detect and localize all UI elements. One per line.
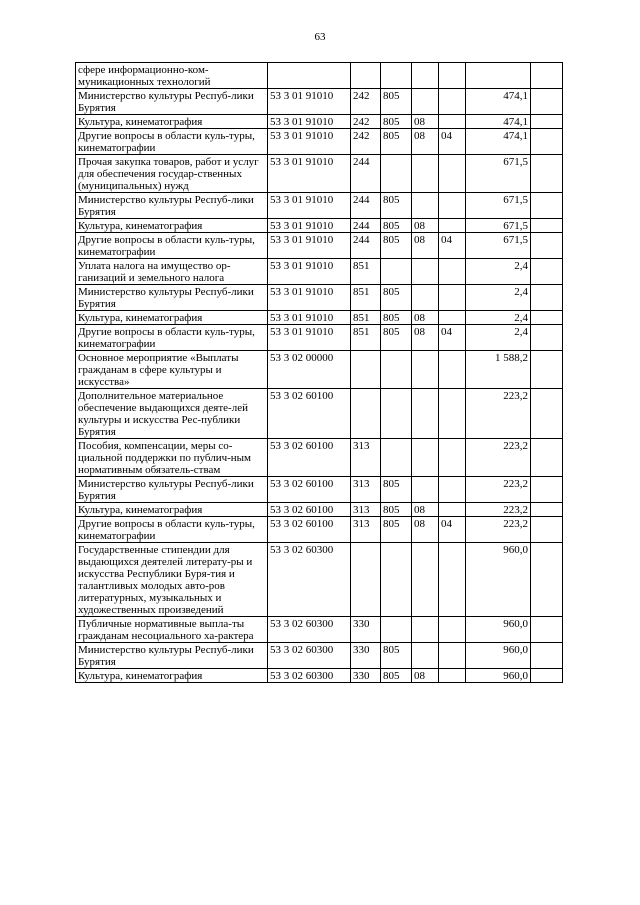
cell-subsection xyxy=(439,285,466,311)
cell-amount: 223,2 xyxy=(466,389,531,439)
cell-expense-type xyxy=(351,543,381,617)
cell-administrator-code: 805 xyxy=(381,517,412,543)
cell-amount: 671,5 xyxy=(466,193,531,219)
cell-administrator-code: 805 xyxy=(381,219,412,233)
cell-subsection: 04 xyxy=(439,129,466,155)
table-row xyxy=(76,439,563,477)
cell-section: 08 xyxy=(412,517,439,543)
cell-section xyxy=(412,543,439,617)
cell-target-article: 53 3 01 91010 xyxy=(268,285,351,311)
cell-section xyxy=(412,351,439,389)
cell-subsection xyxy=(439,193,466,219)
table-row xyxy=(76,233,563,259)
cell-name: Министерство культуры Респуб-лики Бурятия xyxy=(76,89,268,115)
cell-target-article: 53 3 01 91010 xyxy=(268,193,351,219)
cell-name: Уплата налога на имущество ор-ганизаций и земельного налога xyxy=(76,259,268,285)
cell-target-article: 53 3 02 00000 xyxy=(268,351,351,389)
cell-target-article: 53 3 01 91010 xyxy=(268,311,351,325)
cell-administrator-code: 805 xyxy=(381,115,412,129)
cell-name: Другие вопросы в области куль-туры, кинематографии xyxy=(76,233,268,259)
cell-section: 08 xyxy=(412,311,439,325)
cell-administrator-code xyxy=(381,543,412,617)
cell-administrator-code: 805 xyxy=(381,643,412,669)
cell-administrator-code: 805 xyxy=(381,477,412,503)
cell-extra xyxy=(531,115,563,129)
cell-name: Публичные нормативные выпла-ты гражданам несоциального ха-рактера xyxy=(76,617,268,643)
cell-target-article: 53 3 01 91010 xyxy=(268,155,351,193)
cell-name: Другие вопросы в области куль-туры, кинематографии xyxy=(76,325,268,351)
cell-target-article: 53 3 01 91010 xyxy=(268,233,351,259)
cell-expense-type: 851 xyxy=(351,285,381,311)
table-row xyxy=(76,285,563,311)
table-row xyxy=(76,219,563,233)
cell-name: Министерство культуры Респуб-лики Бурятия xyxy=(76,193,268,219)
cell-name: Культура, кинематография xyxy=(76,115,268,129)
table-row xyxy=(76,115,563,129)
cell-subsection xyxy=(439,219,466,233)
cell-name: Культура, кинематография xyxy=(76,219,268,233)
cell-administrator-code: 805 xyxy=(381,503,412,517)
cell-expense-type: 313 xyxy=(351,503,381,517)
table-row xyxy=(76,643,563,669)
table-row xyxy=(76,63,563,89)
table-row xyxy=(76,325,563,351)
cell-section: 08 xyxy=(412,325,439,351)
cell-subsection xyxy=(439,259,466,285)
cell-name: Министерство культуры Респуб-лики Бурятия xyxy=(76,643,268,669)
cell-expense-type: 851 xyxy=(351,259,381,285)
cell-target-article: 53 3 02 60300 xyxy=(268,617,351,643)
cell-extra xyxy=(531,643,563,669)
cell-subsection xyxy=(439,503,466,517)
cell-extra xyxy=(531,155,563,193)
cell-administrator-code: 805 xyxy=(381,325,412,351)
cell-subsection xyxy=(439,389,466,439)
table-row xyxy=(76,351,563,389)
cell-name: Министерство культуры Респуб-лики Бурятия xyxy=(76,477,268,503)
cell-extra xyxy=(531,285,563,311)
cell-extra xyxy=(531,129,563,155)
cell-name: Государственные стипендии для выдающихся деятелей литерату-ры и искусства Республики Буря-тия и талантливых молодых авто-ров литературных, музыкальных и художественных произведений xyxy=(76,543,268,617)
cell-extra xyxy=(531,503,563,517)
cell-section: 08 xyxy=(412,233,439,259)
cell-administrator-code xyxy=(381,351,412,389)
cell-subsection: 04 xyxy=(439,233,466,259)
cell-amount: 671,5 xyxy=(466,233,531,259)
cell-subsection xyxy=(439,439,466,477)
cell-section xyxy=(412,389,439,439)
cell-target-article: 53 3 02 60100 xyxy=(268,389,351,439)
cell-target-article: 53 3 02 60100 xyxy=(268,517,351,543)
cell-target-article: 53 3 01 91010 xyxy=(268,115,351,129)
budget-table xyxy=(75,62,563,683)
cell-section xyxy=(412,617,439,643)
cell-expense-type: 242 xyxy=(351,89,381,115)
cell-amount: 2,4 xyxy=(466,259,531,285)
cell-name: Другие вопросы в области куль-туры, кинематографии xyxy=(76,517,268,543)
cell-section xyxy=(412,89,439,115)
table-row xyxy=(76,311,563,325)
cell-name: Министерство культуры Респуб-лики Бурятия xyxy=(76,285,268,311)
cell-administrator-code: 805 xyxy=(381,89,412,115)
cell-administrator-code: 805 xyxy=(381,285,412,311)
cell-amount: 223,2 xyxy=(466,517,531,543)
cell-section xyxy=(412,477,439,503)
cell-expense-type: 244 xyxy=(351,219,381,233)
cell-expense-type: 242 xyxy=(351,115,381,129)
cell-name: Культура, кинематография xyxy=(76,503,268,517)
cell-target-article: 53 3 01 91010 xyxy=(268,325,351,351)
cell-name: Основное мероприятие «Выплаты гражданам в сфере культуры и искусства» xyxy=(76,351,268,389)
cell-name: Дополнительное материальное обеспечение выдающихся деяте-лей культуры и искусства Рес-публики Бурятия xyxy=(76,389,268,439)
cell-extra xyxy=(531,439,563,477)
cell-administrator-code xyxy=(381,63,412,89)
cell-subsection xyxy=(439,155,466,193)
cell-extra xyxy=(531,259,563,285)
table-row xyxy=(76,477,563,503)
cell-section xyxy=(412,285,439,311)
cell-expense-type: 244 xyxy=(351,233,381,259)
cell-subsection: 04 xyxy=(439,517,466,543)
cell-administrator-code: 805 xyxy=(381,193,412,219)
cell-section: 08 xyxy=(412,115,439,129)
cell-amount xyxy=(466,63,531,89)
cell-name: Культура, кинематография xyxy=(76,669,268,683)
cell-expense-type: 330 xyxy=(351,617,381,643)
cell-extra xyxy=(531,543,563,617)
cell-expense-type: 330 xyxy=(351,643,381,669)
cell-section xyxy=(412,259,439,285)
cell-extra xyxy=(531,89,563,115)
table-row xyxy=(76,503,563,517)
cell-amount: 474,1 xyxy=(466,115,531,129)
cell-extra xyxy=(531,617,563,643)
cell-expense-type xyxy=(351,389,381,439)
cell-subsection: 04 xyxy=(439,325,466,351)
cell-name: Прочая закупка товаров, работ и услуг для обеспечения государ-ственных (муниципальных) нужд xyxy=(76,155,268,193)
cell-section: 08 xyxy=(412,219,439,233)
table-row xyxy=(76,389,563,439)
cell-extra xyxy=(531,63,563,89)
table-row xyxy=(76,89,563,115)
cell-expense-type: 244 xyxy=(351,193,381,219)
cell-administrator-code xyxy=(381,389,412,439)
cell-subsection xyxy=(439,669,466,683)
cell-administrator-code: 805 xyxy=(381,669,412,683)
cell-amount: 960,0 xyxy=(466,617,531,643)
table-row xyxy=(76,193,563,219)
cell-administrator-code: 805 xyxy=(381,233,412,259)
cell-subsection xyxy=(439,311,466,325)
cell-amount: 474,1 xyxy=(466,129,531,155)
cell-expense-type: 330 xyxy=(351,669,381,683)
cell-subsection xyxy=(439,89,466,115)
cell-expense-type: 851 xyxy=(351,325,381,351)
cell-expense-type: 242 xyxy=(351,129,381,155)
cell-expense-type: 851 xyxy=(351,311,381,325)
cell-section xyxy=(412,439,439,477)
cell-target-article: 53 3 01 91010 xyxy=(268,129,351,155)
cell-administrator-code xyxy=(381,439,412,477)
cell-name: Пособия, компенсации, меры со-циальной поддержки по публич-ным нормативным обязатель-ствам xyxy=(76,439,268,477)
cell-expense-type: 313 xyxy=(351,517,381,543)
cell-target-article: 53 3 02 60100 xyxy=(268,439,351,477)
cell-name: Культура, кинематография xyxy=(76,311,268,325)
cell-extra xyxy=(531,233,563,259)
cell-extra xyxy=(531,193,563,219)
cell-subsection xyxy=(439,63,466,89)
cell-subsection xyxy=(439,617,466,643)
table-row xyxy=(76,669,563,683)
table-row xyxy=(76,259,563,285)
cell-subsection xyxy=(439,351,466,389)
cell-section xyxy=(412,193,439,219)
table-body xyxy=(76,63,563,683)
cell-target-article: 53 3 02 60100 xyxy=(268,503,351,517)
cell-expense-type: 244 xyxy=(351,155,381,193)
cell-amount: 223,2 xyxy=(466,477,531,503)
cell-extra xyxy=(531,389,563,439)
cell-amount: 671,5 xyxy=(466,155,531,193)
cell-expense-type: 313 xyxy=(351,477,381,503)
cell-amount: 960,0 xyxy=(466,669,531,683)
cell-extra xyxy=(531,477,563,503)
cell-extra xyxy=(531,311,563,325)
cell-section xyxy=(412,155,439,193)
cell-extra xyxy=(531,219,563,233)
cell-section: 08 xyxy=(412,503,439,517)
cell-section: 08 xyxy=(412,129,439,155)
cell-administrator-code: 805 xyxy=(381,129,412,155)
table-row xyxy=(76,517,563,543)
cell-target-article: 53 3 01 91010 xyxy=(268,259,351,285)
page-number: 63 xyxy=(314,31,326,43)
cell-target-article: 53 3 01 91010 xyxy=(268,219,351,233)
cell-subsection xyxy=(439,643,466,669)
cell-target-article: 53 3 02 60300 xyxy=(268,543,351,617)
cell-expense-type xyxy=(351,351,381,389)
cell-administrator-code xyxy=(381,259,412,285)
cell-target-article: 53 3 02 60300 xyxy=(268,669,351,683)
cell-target-article xyxy=(268,63,351,89)
cell-expense-type xyxy=(351,63,381,89)
cell-extra xyxy=(531,669,563,683)
cell-amount: 2,4 xyxy=(466,285,531,311)
cell-target-article: 53 3 01 91010 xyxy=(268,89,351,115)
cell-extra xyxy=(531,517,563,543)
cell-amount: 474,1 xyxy=(466,89,531,115)
cell-subsection xyxy=(439,543,466,617)
cell-subsection xyxy=(439,477,466,503)
cell-amount: 1 588,2 xyxy=(466,351,531,389)
cell-amount: 223,2 xyxy=(466,503,531,517)
cell-amount: 2,4 xyxy=(466,311,531,325)
table-row xyxy=(76,129,563,155)
cell-administrator-code xyxy=(381,155,412,193)
cell-amount: 960,0 xyxy=(466,543,531,617)
table-row xyxy=(76,155,563,193)
cell-subsection xyxy=(439,115,466,129)
cell-extra xyxy=(531,351,563,389)
cell-target-article: 53 3 02 60300 xyxy=(268,643,351,669)
cell-section: 08 xyxy=(412,669,439,683)
cell-expense-type: 313 xyxy=(351,439,381,477)
cell-administrator-code xyxy=(381,617,412,643)
table-row xyxy=(76,543,563,617)
cell-name: сфере информационно-ком-муникационных технологий xyxy=(76,63,268,89)
cell-section xyxy=(412,63,439,89)
cell-target-article: 53 3 02 60100 xyxy=(268,477,351,503)
cell-amount: 2,4 xyxy=(466,325,531,351)
cell-amount: 960,0 xyxy=(466,643,531,669)
cell-section xyxy=(412,643,439,669)
table-row xyxy=(76,617,563,643)
cell-name: Другие вопросы в области куль-туры, кинематографии xyxy=(76,129,268,155)
cell-administrator-code: 805 xyxy=(381,311,412,325)
cell-amount: 223,2 xyxy=(466,439,531,477)
cell-extra xyxy=(531,325,563,351)
cell-amount: 671,5 xyxy=(466,219,531,233)
